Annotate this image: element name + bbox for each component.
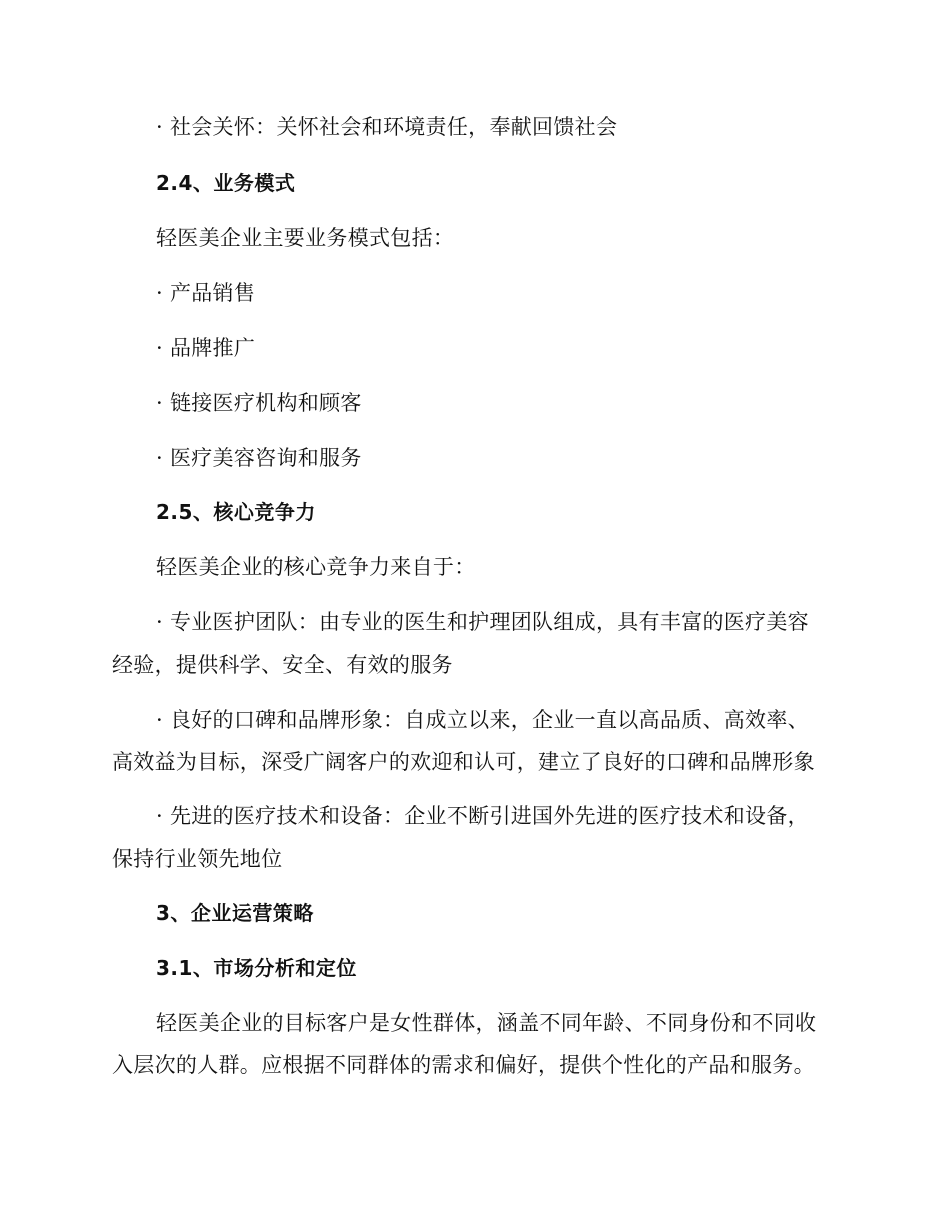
bullet-medical-team-line2: 经验，提供科学、安全、有效的服务 [112, 653, 453, 677]
bullet-technology-line1: · 先进的医疗技术和设备：企业不断引进国外先进的医疗技术和设备， [156, 804, 809, 828]
paragraph-business-model-intro: 轻医美企业主要业务模式包括： [156, 226, 455, 250]
bullet-product-sales: · 产品销售 [156, 281, 256, 305]
chapter-heading-operation-strategy: 3、企业运营策略 [156, 901, 314, 925]
paragraph-target-customers-line2: 入层次的人群。应根据不同群体的需求和偏好，提供个性化的产品和服务。 [112, 1053, 815, 1077]
bullet-consulting-service: · 医疗美容咨询和服务 [156, 446, 362, 470]
bullet-reputation-line2: 高效益为目标，深受广阔客户的欢迎和认可，建立了良好的口碑和品牌形象 [112, 750, 815, 774]
paragraph-target-customers-line1: 轻医美企业的目标客户是女性群体，涵盖不同年龄、不同身份和不同收 [156, 1011, 817, 1035]
section-heading-market-analysis: 3.1、市场分析和定位 [156, 956, 357, 980]
bullet-brand-promotion: · 品牌推广 [156, 336, 256, 360]
paragraph-core-competence-intro: 轻医美企业的核心竞争力来自于： [156, 555, 476, 579]
bullet-reputation-line1: · 良好的口碑和品牌形象：自成立以来，企业一直以高品质、高效率、 [156, 708, 809, 732]
section-heading-core-competence: 2.5、核心竞争力 [156, 500, 316, 524]
bullet-social-care: · 社会关怀：关怀社会和环境责任，奉献回馈社会 [156, 115, 618, 139]
bullet-medical-team-line1: · 专业医护团队：由专业的医生和护理团队组成，具有丰富的医疗美容 [156, 610, 809, 634]
bullet-link-institutions: · 链接医疗机构和顾客 [156, 391, 362, 415]
bullet-technology-line2: 保持行业领先地位 [112, 847, 283, 871]
section-heading-business-model: 2.4、业务模式 [156, 171, 296, 195]
